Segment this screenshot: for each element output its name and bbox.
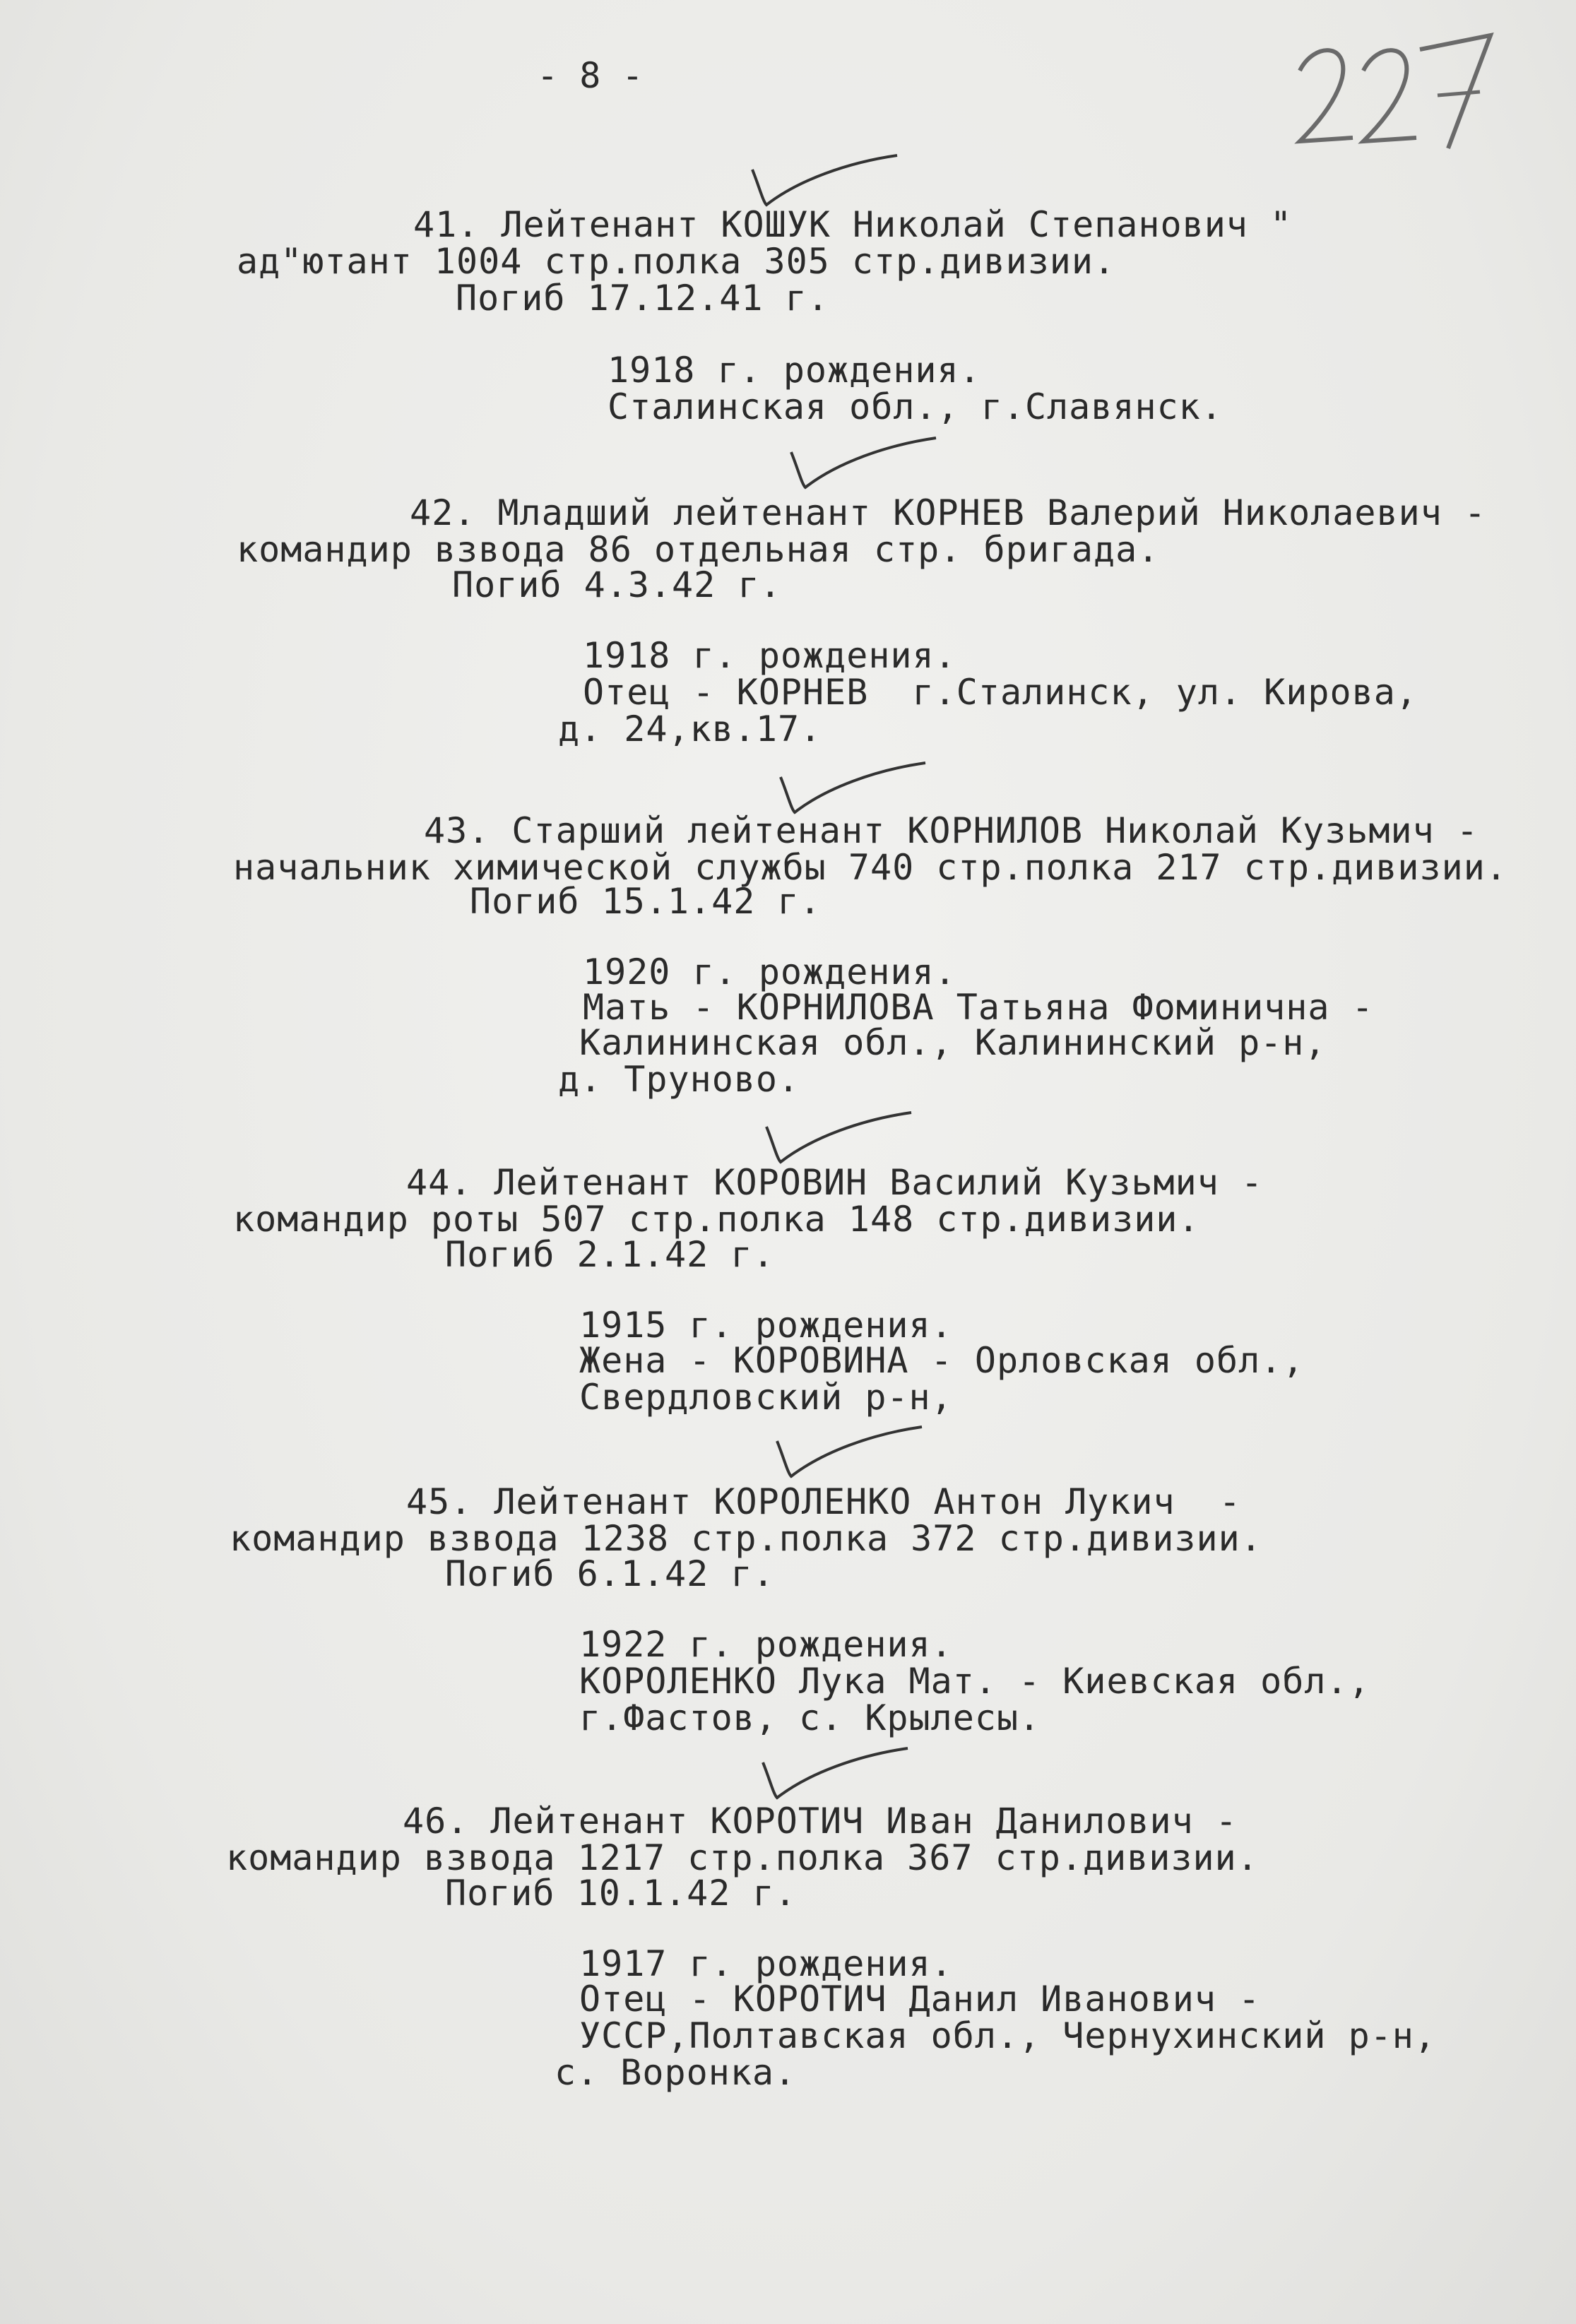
- entry-43-line-7: д. Труново.: [558, 1059, 800, 1100]
- page-number: - 8 -: [537, 55, 644, 96]
- entry-43-line-1: 43. Старший лейтенант КОРНИЛОВ Николай Кузьмич -: [424, 810, 1479, 851]
- folio-number-handwritten: [1286, 14, 1498, 155]
- entry-42-line-2: командир взвода 86 отдельная стр. бригада.: [237, 529, 1160, 570]
- entry-44-line-6: Свердловский р-н,: [579, 1377, 953, 1418]
- entry-42-line-6: д. 24,кв.17.: [558, 709, 822, 749]
- entry-42-line-1: 42. Младший лейтенант КОРНЕВ Валерий Николаевич -: [410, 492, 1487, 533]
- entry-44-line-5: Жена - КОРОВИНА - Орловская обл.,: [579, 1340, 1305, 1381]
- entry-46-line-5: Отец - КОРОТИЧ Данил Иванович -: [579, 1979, 1261, 2020]
- entry-43-line-6: Калининская обл., Калининский р-н,: [579, 1022, 1327, 1063]
- entry-41-line-5: Сталинская обл., г.Славянск.: [608, 386, 1223, 427]
- entry-45-line-6: г.Фастов, с. Крылесы.: [579, 1697, 1041, 1738]
- checkmark-icon: [788, 431, 943, 494]
- entry-43-line-2: начальник химической службы 740 стр.полка 217 стр.дивизии.: [233, 847, 1507, 888]
- entry-42-line-4: 1918 г. рождения.: [583, 635, 956, 676]
- entry-43-line-3: Погиб 15.1.42 г.: [470, 881, 822, 922]
- entry-45-line-1: 45. Лейтенант КОРОЛЕНКО Антон Лукич -: [406, 1481, 1241, 1522]
- checkmark-icon: [749, 148, 904, 212]
- entry-45-line-5: КОРОЛЕНКО Лука Мат. - Киевская обл.,: [579, 1661, 1370, 1702]
- checkmark-icon: [763, 1105, 918, 1169]
- entry-41-line-3: Погиб 17.12.41 г.: [456, 278, 829, 319]
- entry-45-line-2: командир взвода 1238 стр.полка 372 стр.дивизии.: [230, 1518, 1262, 1559]
- entry-42-line-3: Погиб 4.3.42 г.: [452, 564, 782, 605]
- entry-44-line-3: Погиб 2.1.42 г.: [445, 1234, 775, 1275]
- checkmark-icon: [759, 1741, 915, 1805]
- entry-46-line-6: УССР,Полтавская обл., Чернухинский р-н,: [579, 2015, 1436, 2056]
- entry-46-line-4: 1917 г. рождения.: [579, 1943, 953, 1984]
- entry-46-line-3: Погиб 10.1.42 г.: [445, 1873, 797, 1914]
- entry-46-line-7: с. Воронка.: [555, 2052, 797, 2093]
- entry-41-line-1: 41. Лейтенант КОШУК Николай Степанович ": [413, 204, 1293, 245]
- entry-42-line-5: Отец - КОРНЕВ г.Сталинск, ул. Кирова,: [583, 672, 1418, 713]
- entry-41-line-4: 1918 г. рождения.: [608, 350, 981, 391]
- entry-43-line-5: Мать - КОРНИЛОВА Татьяна Фоминична -: [583, 987, 1374, 1028]
- entry-44-line-4: 1915 г. рождения.: [579, 1305, 953, 1346]
- entry-43-line-4: 1920 г. рождения.: [583, 951, 956, 992]
- entry-44-line-2: командир роты 507 стр.полка 148 стр.дивизии.: [233, 1199, 1200, 1240]
- entry-46-line-1: 46. Лейтенант КОРОТИЧ Иван Данилович -: [403, 1801, 1238, 1842]
- entry-44-line-1: 44. Лейтенант КОРОВИН Василий Кузьмич -: [406, 1162, 1263, 1203]
- checkmark-icon: [774, 1420, 929, 1483]
- entry-41-line-2: ад"ютант 1004 стр.полка 305 стр.дивизии.: [237, 241, 1116, 282]
- entry-45-line-4: 1922 г. рождения.: [579, 1624, 953, 1665]
- entry-46-line-2: командир взвода 1217 стр.полка 367 стр.дивизии.: [226, 1837, 1259, 1878]
- entry-45-line-3: Погиб 6.1.42 г.: [445, 1553, 775, 1594]
